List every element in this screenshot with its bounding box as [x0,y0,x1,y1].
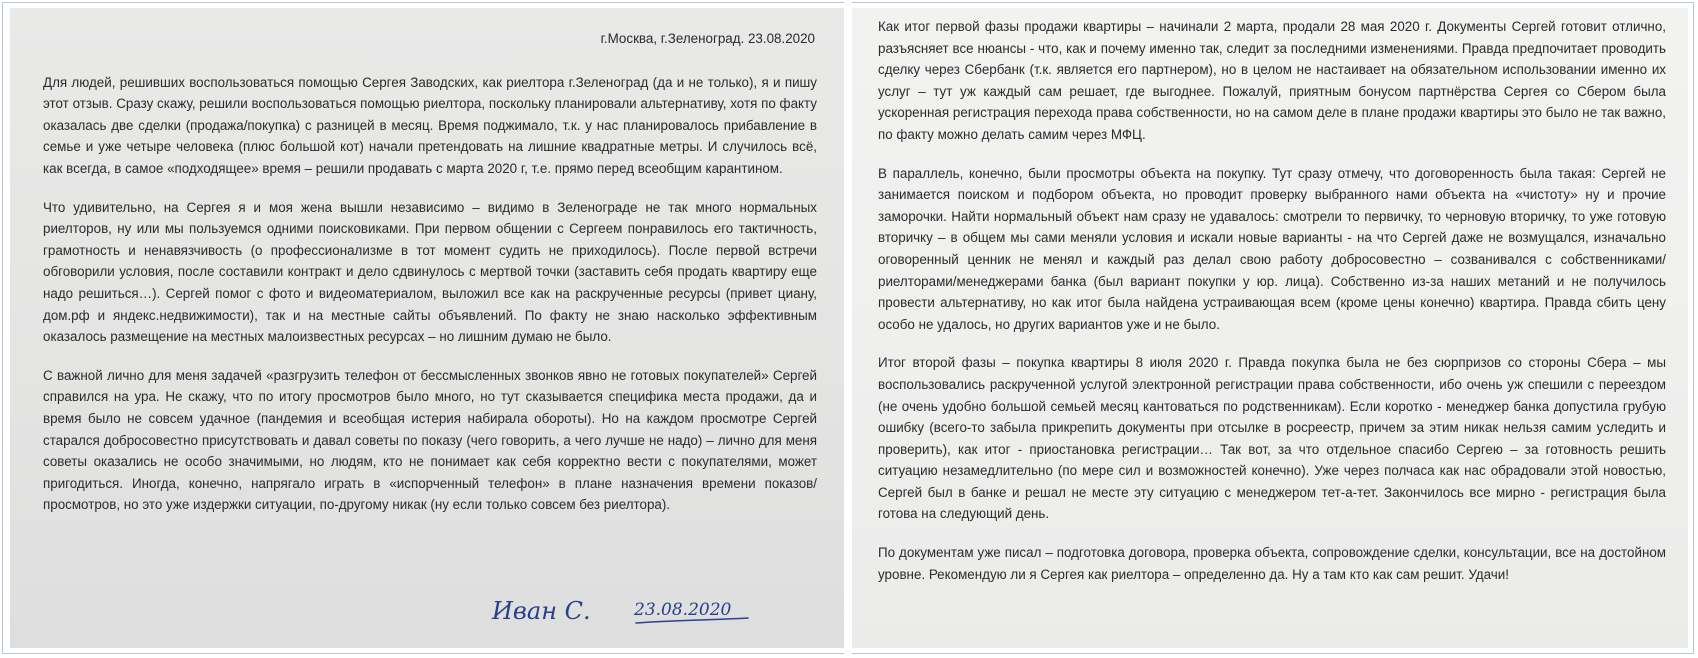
page-gap [844,0,852,658]
signature-date: 23.08.2020 [634,600,732,620]
review-paragraph-1: Для людей, решивших воспользоваться помощью Сергея Заводских, как риелтора г.Зеленоград (да и не только), я и пишу этот отзыв. Сразу скажу, решили воспользоваться помощью риелтора, поскольку планировали альтернативу, хотя по факту оказалась две сделки (продажа/покупка) с разницей в месяц. Время поджимало, т.к. у нас планировалось прибавление в семье и уже четыре человека (плюс большой кот) начали претендовать на лишние квадратные метры. И случилось всё, как всегда, в самое «подходящее» время – решили продавать с марта 2020 г, т.е. прямо перед всеобщим карантином. [43,74,817,176]
place-date-header: г.Москва, г.Зеленоград. 23.08.2020 [600,31,815,46]
review-paragraph-5: В параллель, конечно, были просмотры объекта на покупку. Тут сразу отмечу, что договоренность была такая: Сергей не занимается поиском и подбором объекта, но проводит проверку выбранного нами объекта на «чистоту» ну и прочие заморочки. Найти нормальный объект нам сразу не удавалось: смотрели то первичку, то черновую вторичку, то уже готовую вторичку – в общем мы сами меняли условия и искали новые варианты - на что Сергей даже не возмущался, изначально оговоренный ценник не менял и каждый раз делал свою работу добросовестно – созванивался с собственниками/риелторами/менеджерами банка (был вариант покупки у юр. лица). Собственно из-за наших метаний и не получилось провести альтернативу, но как итог была найдена устраивающая всем (кроме цены конечно) квартира. Правда сбить цену особо не удалось, но других вариантов уже и не было. [878,165,1666,332]
review-paragraph-6: Итог второй фазы – покупка квартиры 8 июля 2020 г. Правда покупка была не без сюрпризов со стороны Сбера – мы воспользовались раскрученной услугой электронной регистрации права собственности, ибо очень уж спешили с переездом (не очень удобно большой семьей месяц кантоваться по родственникам). Если коротко - менеджер банка допустила грубую ошибку (всего-то забыла прикрепить документы при отсылке в росреестр, причем за этим никак нельзя самим уследить и проверить), как итог - приостановка регистрации… Так вот, за что отдельное спасибо Сергею – за готовность решить ситуацию незамедлительно (по мере сил и возможностей конечно). Уже через полчаса как нас обрадовали этой новостью, Сергей был в банке и решал не месте эту ситуацию с менеджером тет-а-тет. Закончилось все мирно - регистрация была готова на следующий день. [878,355,1666,522]
review-paragraph-3: С важной лично для меня задачей «разгрузить телефон от бессмысленных звонков явно не готовых покупателей» Сергей справился на ура. Не скажу, что по итогу просмотров было много, но тут сказывается специфика места продажи, да и время было не совсем удачное (пандемия и всеобщая истерия набирала обороты). Но на каждом просмотре Сергей старался добросовестно присутствовать и давал советы по показу (чего говорить, а чего лучше не надо) – лично для меня советы оказались не особо значимыми, но людям, кто не понимает как себя корректно вести с покупателями, может пригодиться. Иногда, конечно, напрягало играть в «испорченный телефон» в плане назначения времени показов/просмотров, но это уже издержки ситуации, по-другому никак (ну если только совсем без риелтора). [43,367,817,513]
right-page [852,8,1688,648]
handwritten-signature [486,593,826,633]
review-paragraph-7: По документам уже писал – подготовка договора, проверка объекта, сопровождение сделки, консультации, все на достойном уровне. Рекомендую ли я Сергея как риелтора – определенно да. Ну а там кто как сам решит. Удачи! [878,545,1666,582]
left-page [10,8,844,648]
review-paragraph-2: Что удивительно, на Сергея я и моя жена вышли независимо – видимо в Зеленограде не так много нормальных риелторов, ну или мы пользуемся одними поисковиками. При первом общении с Сергеем понравилось его тактичность, грамотность и ненавязчивость (о профессионализме в тот момент судить не приходилось). После первой встречи обговорили условия, после составили контракт и дело сдвинулось с мертвой точки (заставить себя продать квартиру еще надо решиться…). Сергей помог с фото и видеоматериалом, выложил все как на раскрученные ресурсы (привет циану, дом.рф и яндекс.недвижимости), так и на местные сайты объявлений. По факту не знаю насколько эффективным оказалось размещение на местных малоизвестных ресурсах – но лишним думаю не было. [43,199,817,345]
signature-name: Иван С. [492,597,591,625]
review-paragraph-4: Как итог первой фазы продажи квартиры – начинали 2 марта, продали 28 мая 2020 г. Документы Сергей готовит отлично, разъясняет все нюансы - что, как и почему именно так, следит за последними изменениями. Правда предпочитает проводить сделку через Сбербанк (т.к. является его партнером), но в целом не настаивает на обязательном использовании именно их услуг – тут уж каждый сам решает, где выгоднее. Пожалуй, приятным бонусом партнёрства Сергея со Сбером была ускоренная регистрация перехода права собственности, но на самом деле в плане продажи квартиры это было не так важно, по факту можно делать самим через МФЦ. [878,19,1666,142]
